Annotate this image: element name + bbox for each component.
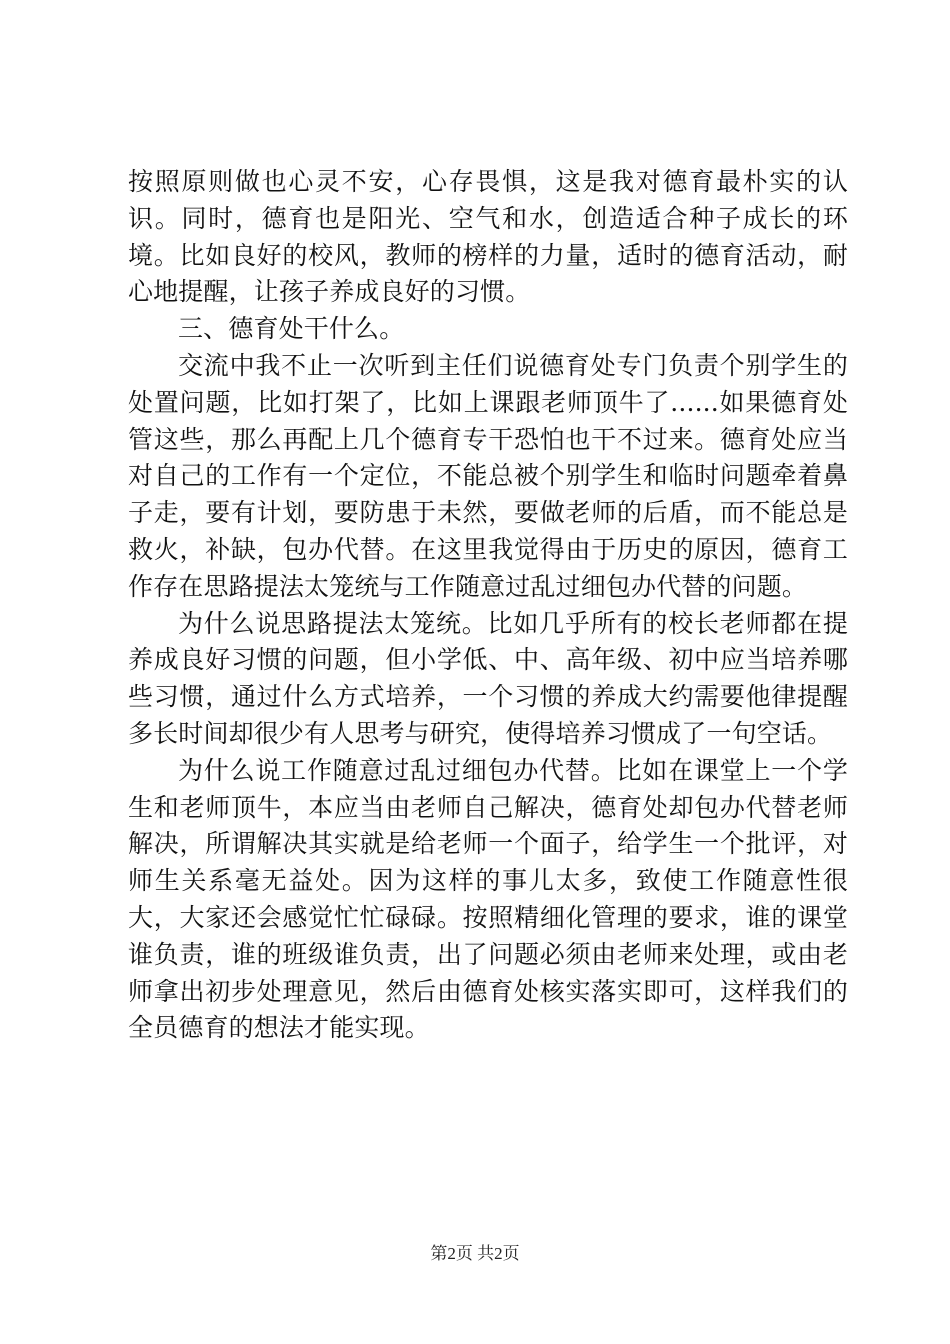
paragraph-1: 按照原则做也心灵不安，心存畏惧，这是我对德育最朴实的认识。同时，德育也是阳光、空气和水，创造适合种子成长的环境。比如良好的校风，教师的榜样的力量，适时的德育活动，耐心地提醒，让孩子养成良好的习惯。 — [128, 167, 848, 307]
section-heading: 三、德育处干什么。 — [178, 314, 405, 344]
paragraph-5: 为什么说工作随意过乱过细包办代替。比如在课堂上一个学生和老师顶牛，本应当由老师自己解决，德育处却包办代替老师解决，所谓解决其实就是给老师一个面子，给学生一个批评，对师生关系毫无益处。因为这样的事儿太多，致使工作随意性很大，大家还会感觉忙忙碌碌。按照精细化管理的要求，谁的课堂谁负责，谁的班级谁负责，出了问题必须由老师来处理，或由老师拿出初步处理意见，然后由德育处核实落实即可，这样我们的全员德育的想法才能实现。 — [128, 755, 848, 1043]
page-number-label: 第2页 共2页 — [430, 1244, 520, 1263]
page-footer — [0, 1243, 950, 1265]
document-body — [128, 164, 848, 1047]
paragraph-3: 交流中我不止一次听到主任们说德育处专门负责个别学生的处置问题，比如打架了，比如上课跟老师顶牛了......如果德育处管这些，那么再配上几个德育专干恐怕也干不过来。德育处应当对自己的工作有一个定位，不能总被个别学生和临时问题牵着鼻子走，要有计划，要防患于未然，要做老师的后盾，而不能总是救火，补缺，包办代替。在这里我觉得由于历史的原因，德育工作存在思路提法太笼统与工作随意过乱过细包办代替的问题。 — [128, 350, 848, 601]
paragraph-4: 为什么说思路提法太笼统。比如几乎所有的校长老师都在提养成良好习惯的问题，但小学低、中、高年级、初中应当培养哪些习惯，通过什么方式培养，一个习惯的养成大约需要他律提醒多长时间却很少有人思考与研究，使得培养习惯成了一句空话。 — [128, 608, 848, 748]
